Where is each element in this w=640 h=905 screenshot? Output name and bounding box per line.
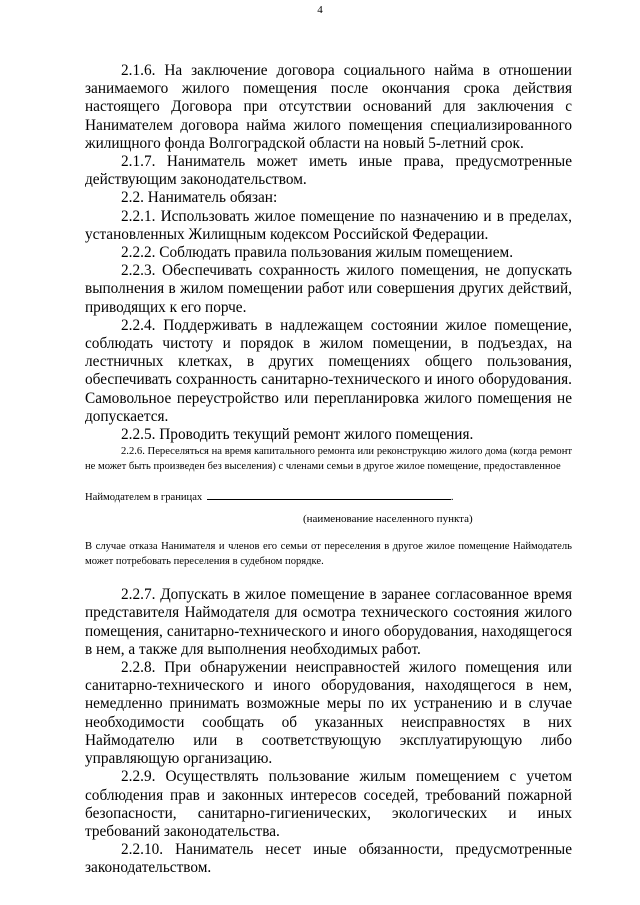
paragraph-2-2-9: 2.2.9. Осуществлять пользование жилым помещением с учетом соблюдения прав и законных интересов соседей, требований пожарной безопасности, санитарно-гигиенических, экологических и иных требований законодательства. [85,768,572,840]
paragraph-2-2: 2.2. Наниматель обязан: [121,189,278,207]
page-number: 4 [317,4,323,16]
settlement-blank [207,488,451,500]
refusal-note: В случае отказа Нанимателя и членов его семьи от переселения в другое жилое помещение Наймодатель может потребовать переселения в судебном порядке. [85,541,572,568]
paragraph-2-2-7: 2.2.7. Допускать в жилое помещение в заранее согласованное время представителя Наймодателя для осмотра технического состояния жилого помещения, санитарно-технического и иного оборудования, находящегося в нем, а также для выполнения необходимых работ. [85,586,572,658]
boundary-end: . [450,492,454,504]
paragraph-2-2-4: 2.2.4. Поддерживать в надлежащем состоянии жилое помещение, соблюдать чистоту и порядок в жилом помещении, в подъездах, на лестничных клетках, в других помещениях общего пользования, обеспечивать сохранность санитарно-технического и иного оборудования. Самовольное переустройство или перепланировка жилого помещения не допускается. [85,316,572,425]
paragraph-2-2-10: 2.2.10. Наниматель несет иные обязанности, предусмотренные законодательством. [85,841,572,877]
boundary-line [85,488,572,505]
paragraph-2-2-5: 2.2.5. Проводить текущий ремонт жилого помещения. [121,426,474,444]
paragraph-2-1-7: 2.1.7. Наниматель может иметь иные права, предусмотренные действующим законодательством. [85,153,572,189]
paragraph-2-2-6: 2.2.6. Переселяться на время капитального ремонта или реконструкцию жилого дома (когда ремонт не может быть произведен без выселения) с членами семьи в другое жилое помещение, предоставленное [85,446,572,473]
paragraph-2-2-1: 2.2.1. Использовать жилое помещение по назначению и в пределах, установленных Жилищным кодексом Российской Федерации. [85,207,572,243]
paragraph-2-2-8: 2.2.8. При обнаружении неисправностей жилого помещения или санитарно-технического и иного оборудования, находящегося в нем, немедленно принимать возможные меры по их устранению и в случае необходимости сообщать об указанных неисправностях в них Наймодателю или в соответствующую эксплуатирующую либо управляющую организацию. [85,659,572,768]
paragraph-2-1-6: 2.1.6. На заключение договора социального найма в отношении занимаемого жилого помещения после окончания срока действия настоящего Договора при отсутствии оснований для заключения с Нанимателем договора найма жилого помещения специализированного жилищного фонда Волгоградской области на новый 5-летний срок. [85,62,572,152]
document-body [85,62,572,878]
paragraph-2-2-3: 2.2.3. Обеспечивать сохранность жилого помещения, не допускать выполнения в жилом помещении работ или совершения других действий, приводящих к его порче. [85,262,572,316]
paragraph-2-2-2: 2.2.2. Соблюдать правила пользования жилым помещением. [121,244,514,262]
settlement-caption: (наименование населенного пункта) [303,513,473,526]
boundary-label: Наймодателем в границах [85,492,203,504]
